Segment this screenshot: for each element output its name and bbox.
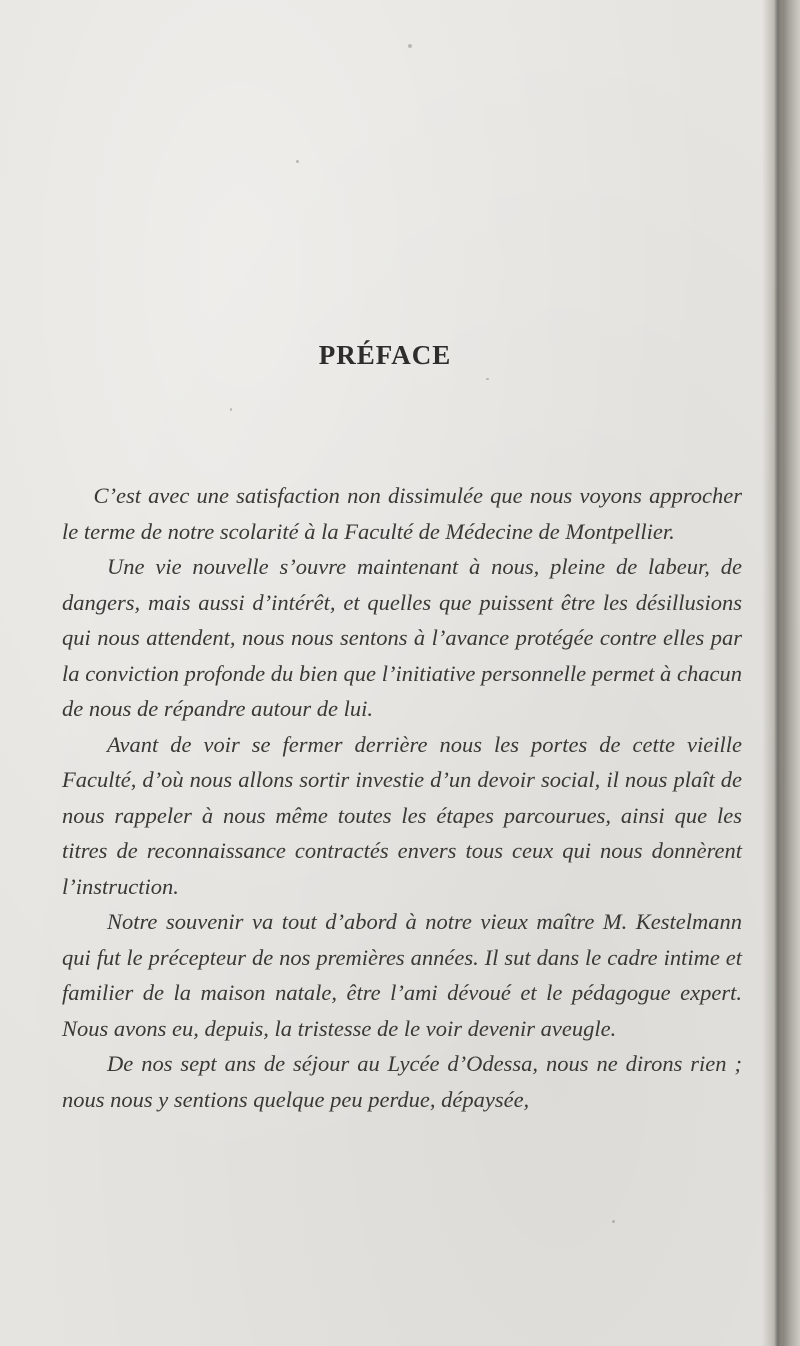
paper-speck xyxy=(486,378,489,380)
paragraph-2: Une vie nouvelle s’ouvre maintenant à nous, pleine de labeur, de dangers, mais aussi d’intérêt, et quelles que puissent être les désillusions qui nous attendent, nous nous sentons à l’avance protégée contre elles par la conviction profonde du bien que l’initiative personnelle permet à chacun de nous de répandre autour de lui. xyxy=(62,554,742,721)
paragraph-5: De nos sept ans de séjour au Lycée d’Odessa, nous ne dirons rien ; nous nous y sentions quelque peu perdue, dépaysée, xyxy=(62,1051,742,1112)
paper-speck xyxy=(408,44,412,48)
paper-speck xyxy=(612,1220,615,1223)
paragraph-1: C’est avec une satisfaction non dissimulée que nous voyons approcher le terme de notre scolarité à la Faculté de Médecine de Montpellier. xyxy=(62,483,742,544)
paragraph-3: Avant de voir se fermer derrière nous les portes de cette vieille Faculté, d’où nous allons sortir investie d’un devoir social, il nous plaît de nous rappeler à nous même toutes les étapes parcourues, ainsi que les titres de reconnaissance contractés envers tous ceux qui nous donnèrent l’instruction. xyxy=(62,731,742,899)
paper-speck xyxy=(296,160,299,163)
page-title: PRÉFACE xyxy=(318,340,452,370)
paragraph-4: Notre souvenir va tout d’abord à notre vieux maître M. Kestelmann qui fut le précepteur de nos premières années. Il sut dans le cadre intime et familier de la maison natale, être l’ami dévoué et le pédagogue expert. Nous avons eu, depuis, la tristesse de le voir devenir aveugle. xyxy=(62,909,742,1041)
paper-speck xyxy=(230,408,232,411)
body-text xyxy=(62,478,742,1117)
page-fold-line xyxy=(774,0,782,1346)
